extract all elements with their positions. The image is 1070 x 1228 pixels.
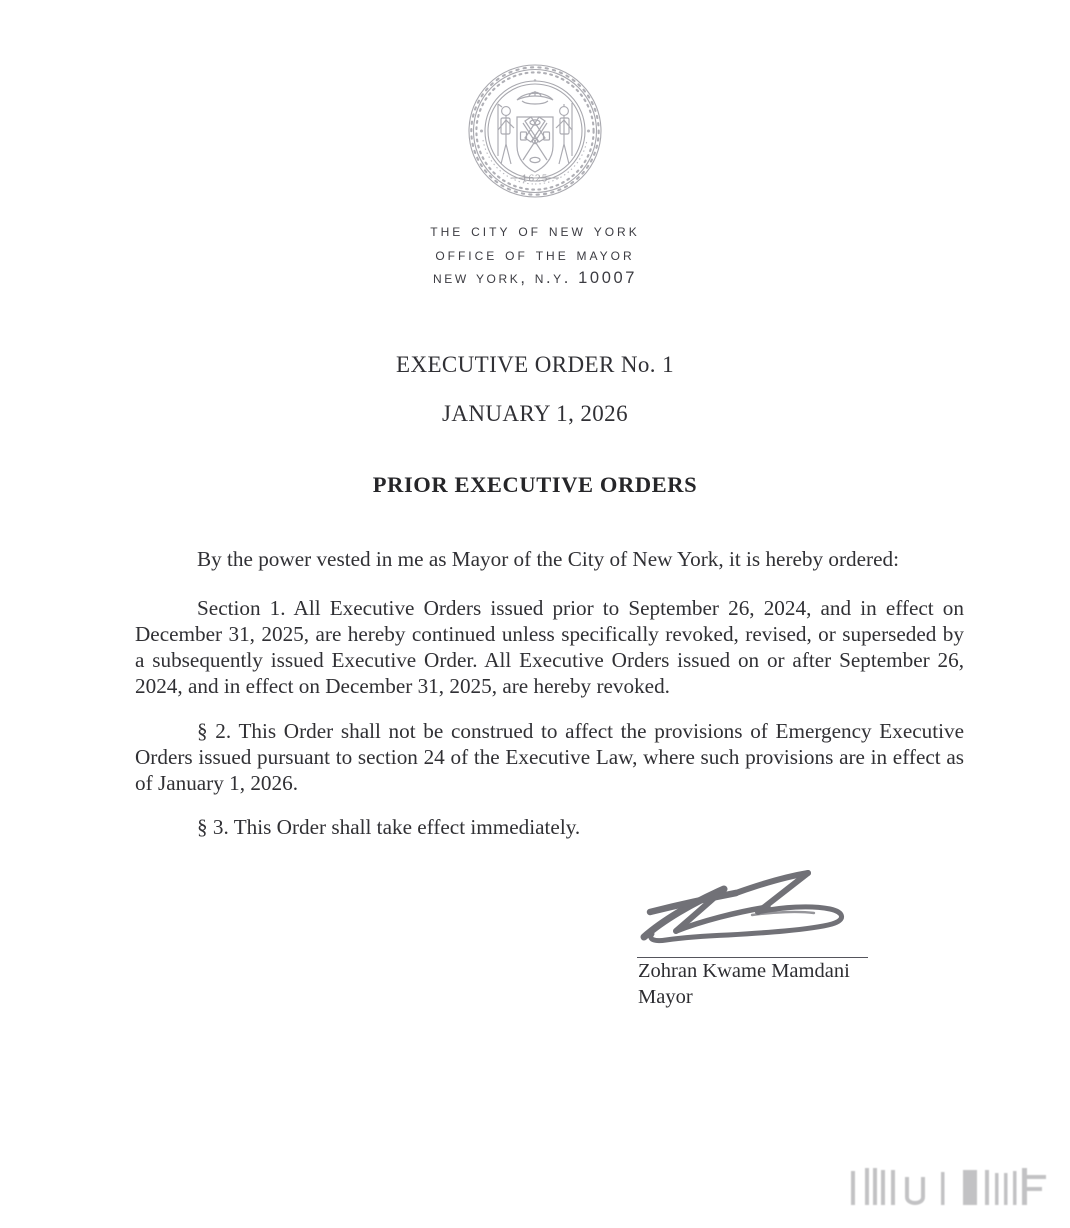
signer-name: Zohran Kwame Mamdani (638, 960, 850, 982)
preamble-paragraph (135, 546, 964, 572)
letterhead-line-zip: new york, n.y. 10007 (432, 269, 638, 287)
letterhead-address (0, 218, 1070, 290)
letterhead (0, 60, 1070, 290)
signature-block (630, 865, 930, 1010)
section-1-text: Section 1. All Executive Orders issued prior to September 26, 2024, and in effect on December 31, 2025, are hereby continued unless specifically revoked, revised, or superseded by a subsequently issued Executive Order. All Executive Orders issued on or after September 26, 2024, and in effect on December 31, 2025, are hereby revoked. (135, 596, 964, 698)
signer-title: Mayor (638, 986, 693, 1008)
preamble-text: By the power vested in me as Mayor of the City of New York, it is hereby ordered: (197, 547, 899, 571)
executive-order-subject: PRIOR EXECUTIVE ORDERS (372, 472, 698, 497)
seal-year-text: ·1625· (517, 173, 553, 185)
section-3-paragraph (135, 814, 964, 840)
letterhead-line-office: office of the mayor (435, 244, 635, 264)
handwritten-signature-icon (632, 865, 882, 953)
scan-watermark-icon (845, 1163, 1050, 1221)
section-1-paragraph (135, 595, 964, 699)
letterhead-line-city: the city of new york (430, 220, 640, 240)
section-2-paragraph (135, 718, 964, 796)
section-2-text: § 2. This Order shall not be construed to affect the provisions of Emergency Executive Orders issued pursuant to section 24 of the Executive Law, where such provisions are in effect as of January 1, 2026. (135, 719, 964, 795)
executive-order-number: EXECUTIVE ORDER No. 1 (396, 352, 674, 377)
nyc-city-seal-icon (465, 60, 605, 202)
executive-order-date: JANUARY 1, 2026 (442, 401, 628, 426)
section-3-text: § 3. This Order shall take effect immediately. (197, 815, 581, 839)
